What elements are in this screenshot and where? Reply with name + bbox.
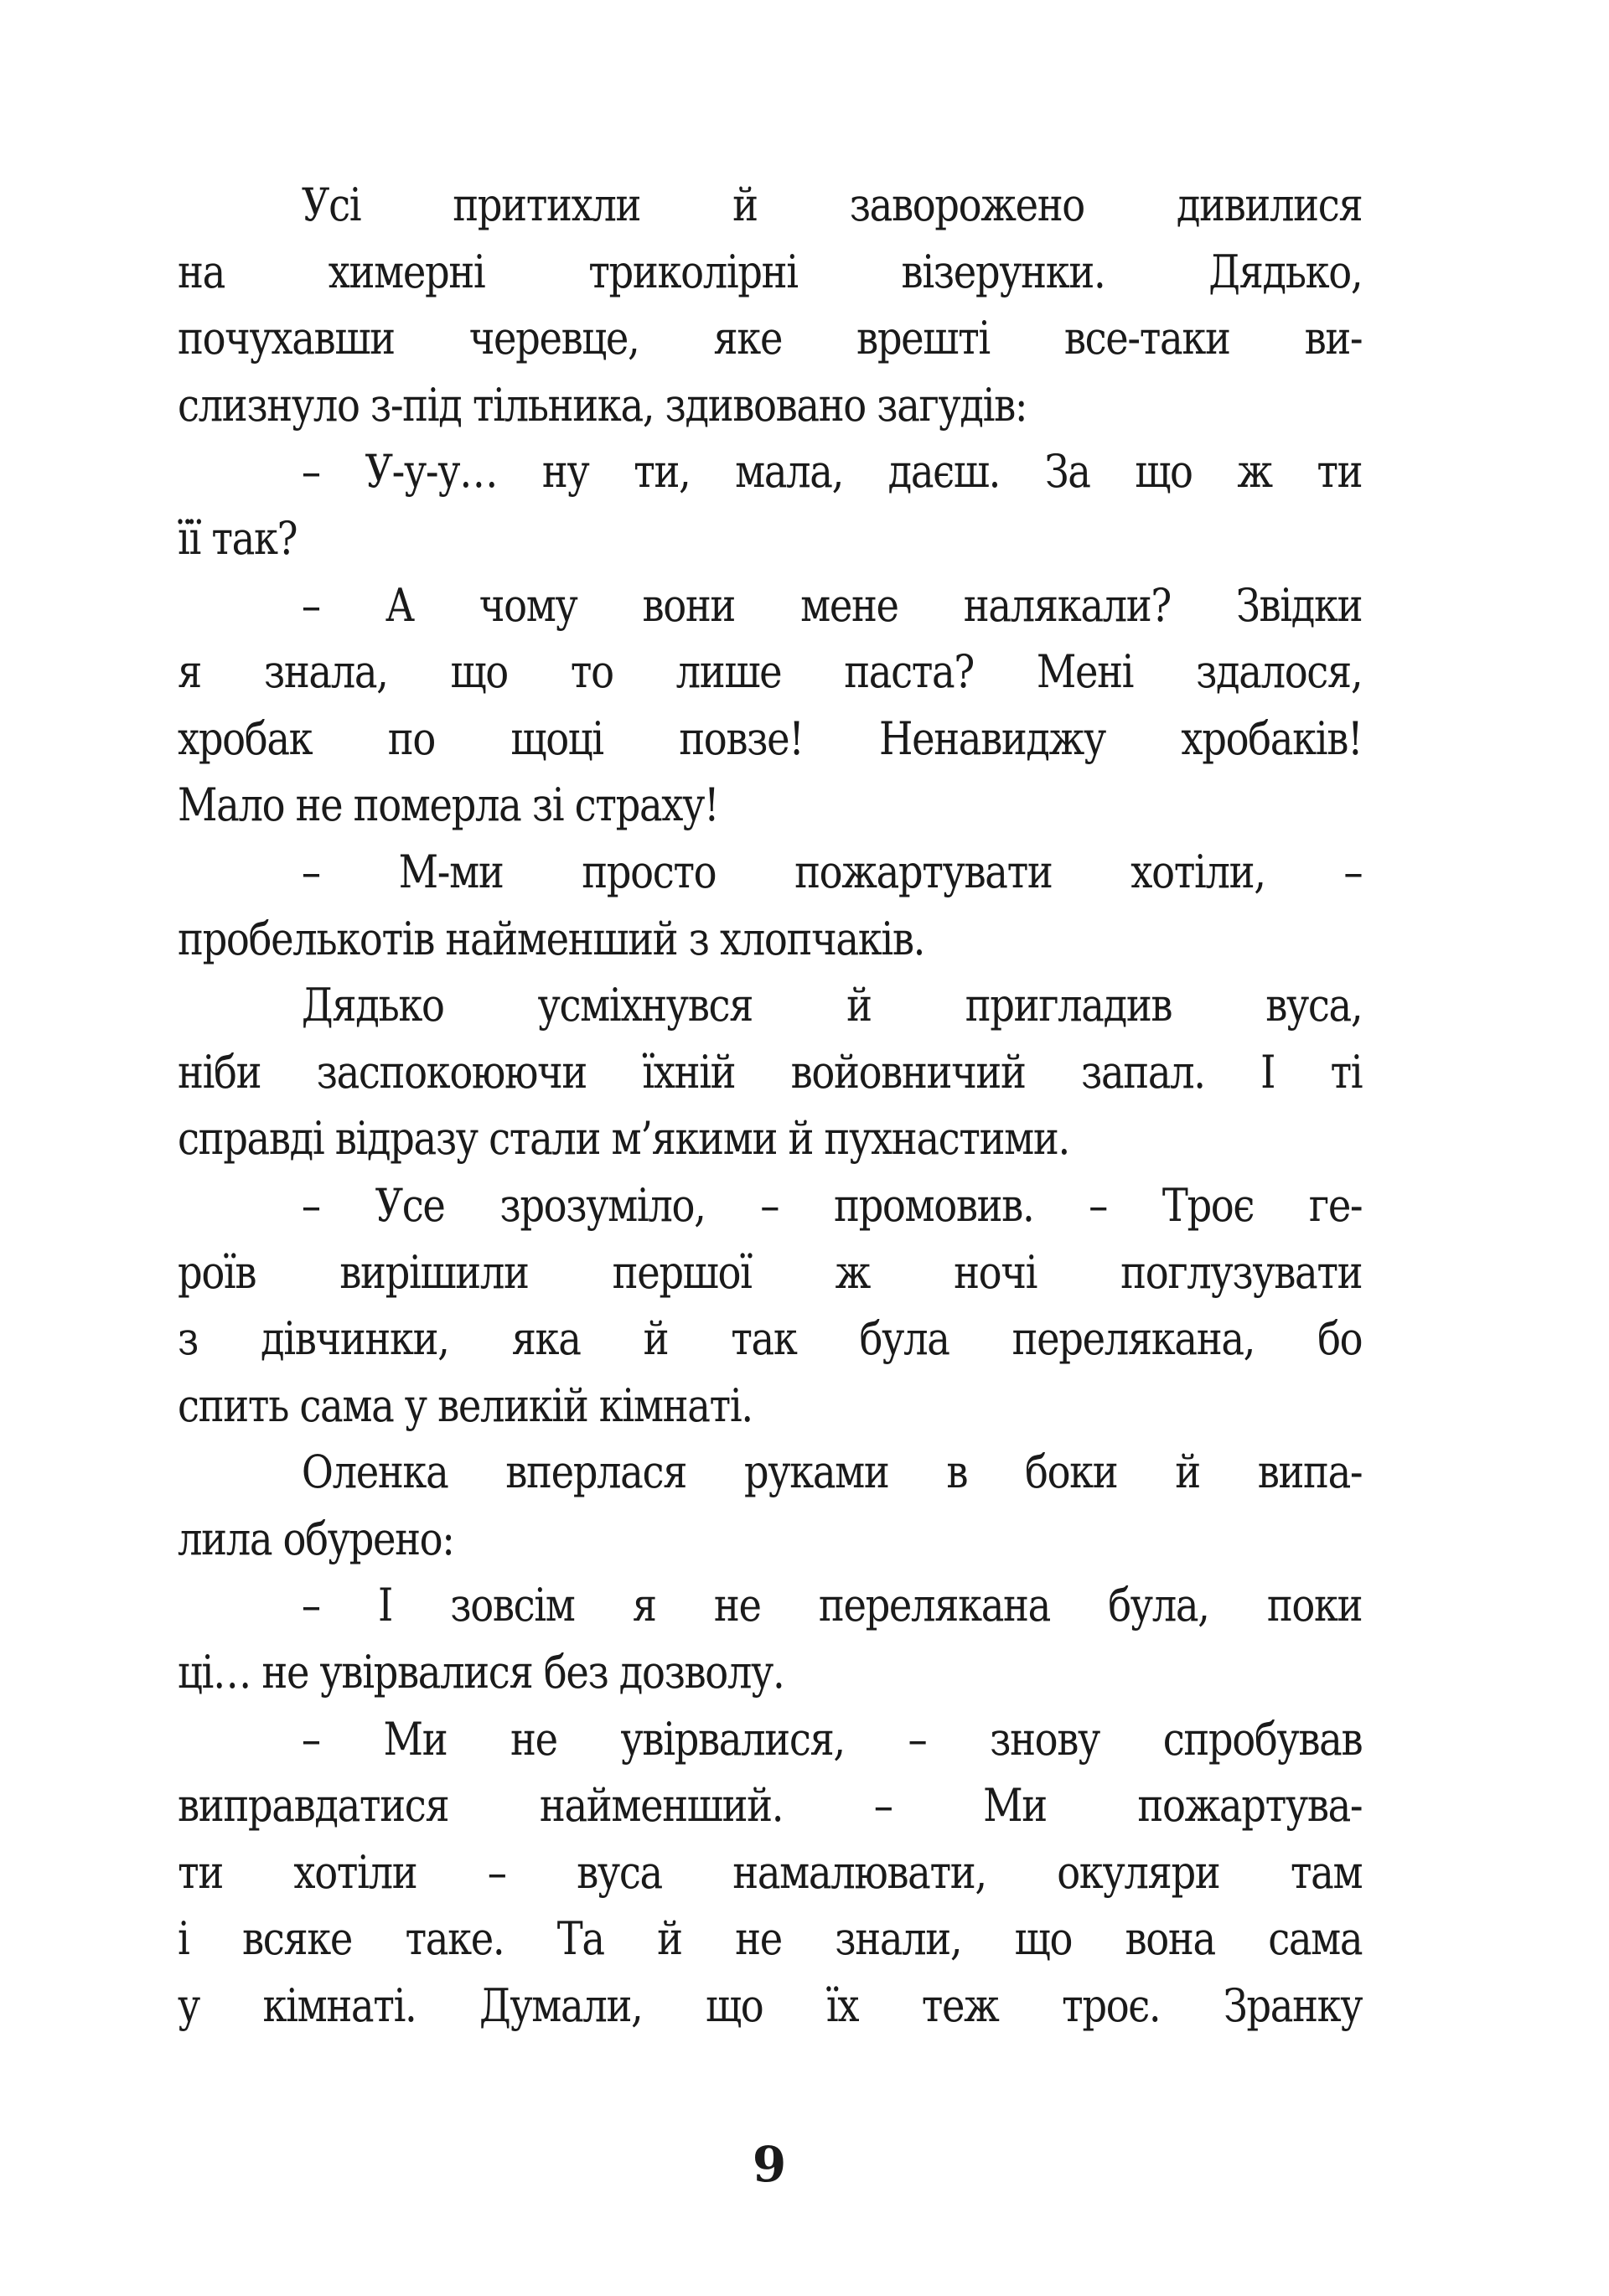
text-line: – А чому вони мене налякали? Звідки — [301, 578, 1363, 632]
text-line: пробелькотів найменший з хлопчаків. — [178, 912, 925, 965]
text-line: слизнуло з-під тільника, здивовано загудів: — [178, 378, 1027, 432]
text-line: – Усе зрозуміло, – промовив. – Троє ге- — [301, 1178, 1363, 1232]
text-line: Дядько усміхнувся й пригладив вуса, — [301, 979, 1363, 1032]
text-line: – М-ми просто пожартувати хотіли, – — [301, 845, 1363, 898]
page-text-block — [178, 172, 1362, 2040]
text-line: хробак по щоці повзе! Ненавиджу хробаків! — [178, 711, 1363, 765]
text-line: Мало не померла зі страху! — [178, 778, 719, 832]
text-line: у кімнаті. Думали, що їх теж троє. Зранку — [178, 1979, 1363, 2033]
text-line: роїв вирішили першої ж ночі поглузувати — [178, 1245, 1363, 1299]
text-line: – Ми не увірвалися, – знову спробував — [301, 1712, 1363, 1766]
text-line: її так? — [178, 511, 297, 565]
text-line: ці… не увірвалися без дозволу. — [178, 1646, 784, 1699]
text-line: Усі притихли й заворожено дивилися — [301, 178, 1363, 231]
text-line: почухавши черевце, яке врешті все-таки ви- — [178, 312, 1363, 365]
text-line: – І зовсім я не перелякана була, поки — [301, 1579, 1363, 1632]
text-line: справді відразу стали м’якими й пухнастими. — [178, 1112, 1069, 1166]
text-line: лила обурено: — [178, 1512, 454, 1565]
text-line: виправдатися найменший. – Ми пожартува- — [178, 1779, 1363, 1833]
text-line: спить сама у великій кімнаті. — [178, 1378, 753, 1432]
text-line: і всяке таке. Та й не знали, що вона сама — [178, 1912, 1363, 1966]
text-line: Оленка вперлася руками в боки й випа- — [301, 1445, 1363, 1499]
text-line: ти хотіли – вуса намалювати, окуляри там — [178, 1845, 1363, 1899]
text-line: ніби заспокоюючи їхній войовничий запал. І ті — [178, 1045, 1363, 1099]
text-line: з дівчинки, яка й так була перелякана, бо — [178, 1312, 1363, 1366]
text-line: я знала, що то лише паста? Мені здалося, — [178, 645, 1363, 699]
text-line: – У-у-у… ну ти, мала, даєш. За що ж ти — [301, 445, 1363, 499]
page-number: 9 — [752, 2136, 787, 2193]
text-line: на химерні триколірні візерунки. Дядько, — [178, 245, 1363, 298]
